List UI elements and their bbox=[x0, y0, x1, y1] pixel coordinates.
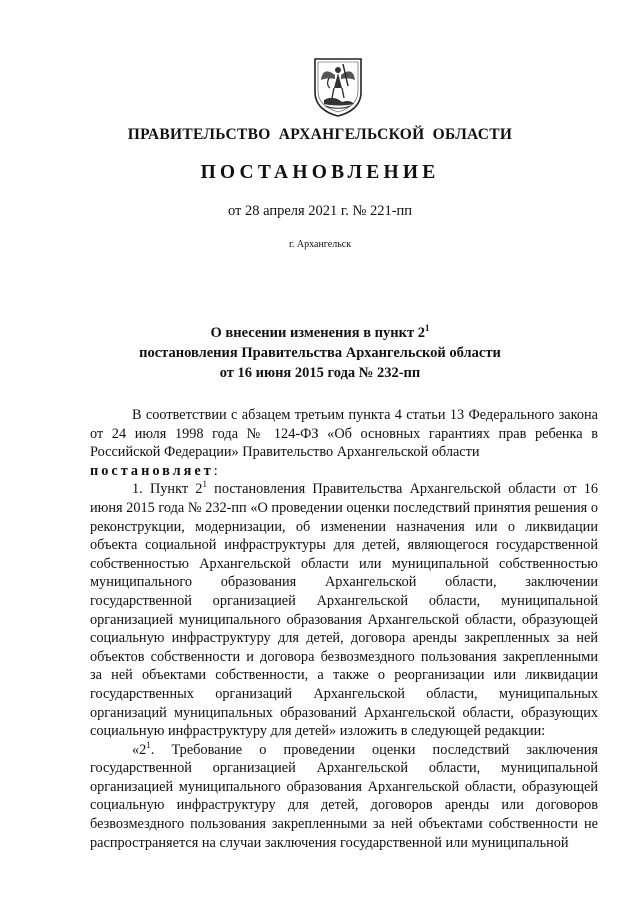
decree-word: постановляет bbox=[90, 462, 214, 479]
paragraph-1: 1. Пункт $2^1$ постановления Правительства Архангельской области от 16 июня 2015 года № 232-пп «О проведении оценки последствий принятия решения о реконструкции, модернизации, об изменении назначения или о ликвидации объекта социальной инфраструктуры для детей, являющегося государственной собственностью Архангельской области или муниципальной собственностью муниципального образования Архангельской области, заключении государственной организацией Архангельской области, муниципальной организацией муниципального образования Архангельской области, образующей социальную инфраструктуру для детей, договора аренды закрепленных за ней объектов собственности и договора безвозмездного пользования закрепленными за ней объектами собственности, а также о реорганизации или ликвидации государственных организаций Архангельской области, муниципальных организаций муниципальных образований Архангельской области, образующих социальную инфраструктуру для детей» изложить в следующей редакции: bbox=[90, 479, 599, 740]
title-line-3: от 16 июня 2015 года № 232-пп bbox=[219, 365, 421, 381]
document-type: ПОСТАНОВЛЕНИЕ bbox=[200, 162, 440, 183]
intro-paragraph: В соответствии с абзацем третьим пункта 4 статьи 13 Федерального закона от 24 июля 1998 года № 124-ФЗ «Об основных гарантиях прав ребенка в Российской Федерации» Правительство Архангельской области bbox=[90, 407, 598, 461]
decree-line: постановляет: bbox=[90, 462, 218, 479]
title-superscript: 1 bbox=[424, 323, 430, 334]
coat-of-arms-icon bbox=[312, 56, 364, 118]
title-line-1: О внесении изменения в пункт $2^1$ bbox=[210, 323, 430, 341]
document-title bbox=[0, 323, 640, 383]
title-line-2: постановления Правительства Архангельской области bbox=[139, 345, 501, 361]
city: г. Архангельск bbox=[288, 239, 352, 250]
date-number: от 28 апреля 2021 г. № 221-пп bbox=[227, 203, 413, 219]
paragraph-2: «$2^1$. Требование о проведении оценки последствий заключения государственной организацией Архангельской области, муниципальной организацией муниципального образования Архангельской области, образующей социальную инфраструктуру для детей, договоров аренды или договоров безвозмездного пользования закрепленными за ней объектами собственности не распространяется на случаи заключения государственной или муниципальной bbox=[90, 739, 598, 851]
document-body bbox=[90, 406, 598, 852]
government-name: ПРАВИТЕЛЬСТВО АРХАНГЕЛЬСКОЙ ОБЛАСТИ bbox=[127, 126, 513, 143]
